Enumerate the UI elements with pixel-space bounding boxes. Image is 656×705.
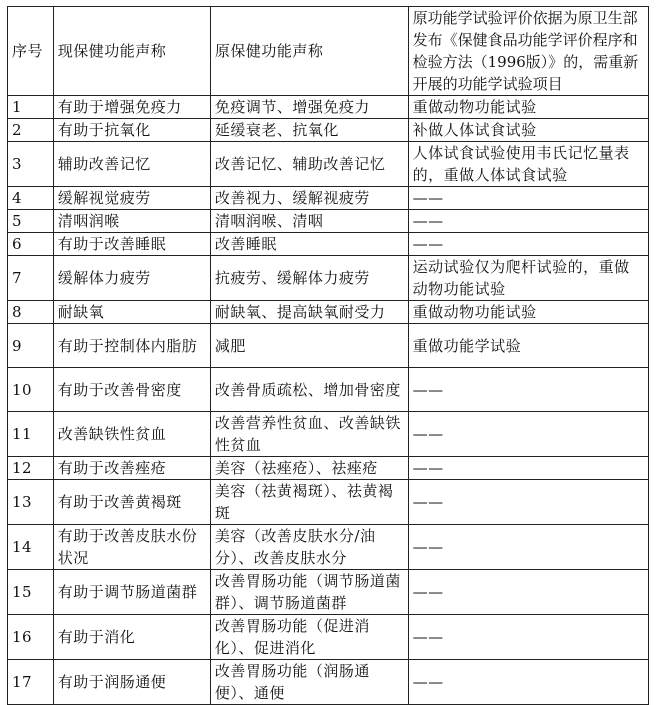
cell-test-items: —— — [408, 480, 648, 525]
table-row — [8, 570, 649, 615]
cell-test-items: —— — [408, 570, 648, 615]
cell-no: 8 — [8, 301, 54, 324]
table-row — [8, 142, 649, 187]
table-row — [8, 233, 649, 256]
cell-no: 12 — [8, 457, 54, 480]
table-row — [8, 96, 649, 119]
cell-current-claim: 有助于改善睡眠 — [53, 233, 210, 256]
cell-original-claim: 清咽润喉、清咽 — [210, 210, 408, 233]
header-required-tests: 原功能学试验评价依据为原卫生部发布《保健食品功能学评价程序和检验方法（1996版）》的，需重新开展的功能学试验项目 — [408, 7, 648, 96]
cell-no: 9 — [8, 324, 54, 368]
table-row — [8, 324, 649, 368]
cell-current-claim: 有助于改善骨密度 — [53, 368, 210, 412]
cell-original-claim: 减肥 — [210, 324, 408, 368]
table-row — [8, 457, 649, 480]
header-original-claim: 原保健功能声称 — [210, 7, 408, 96]
cell-no: 16 — [8, 615, 54, 660]
cell-original-claim: 免疫调节、增强免疫力 — [210, 96, 408, 119]
table-row — [8, 187, 649, 210]
cell-test-items: 重做动物功能试验 — [408, 301, 648, 324]
cell-test-items: —— — [408, 233, 648, 256]
cell-original-claim: 美容（改善皮肤水分/油分）、改善皮肤水分 — [210, 525, 408, 570]
table-header-row — [8, 7, 649, 96]
cell-current-claim: 有助于增强免疫力 — [53, 96, 210, 119]
cell-original-claim: 改善视力、缓解视疲劳 — [210, 187, 408, 210]
cell-current-claim: 清咽润喉 — [53, 210, 210, 233]
cell-no: 15 — [8, 570, 54, 615]
cell-current-claim: 有助于改善皮肤水份状况 — [53, 525, 210, 570]
table-row — [8, 368, 649, 412]
cell-current-claim: 耐缺氧 — [53, 301, 210, 324]
cell-no: 17 — [8, 660, 54, 705]
cell-test-items: 重做动物功能试验 — [408, 96, 648, 119]
cell-test-items: 重做功能学试验 — [408, 324, 648, 368]
cell-original-claim: 改善骨质疏松、增加骨密度 — [210, 368, 408, 412]
cell-original-claim: 美容（祛黄褐斑）、祛黄褐斑 — [210, 480, 408, 525]
cell-current-claim: 改善缺铁性贫血 — [53, 412, 210, 457]
table-row — [8, 119, 649, 142]
cell-test-items: —— — [408, 187, 648, 210]
table-row — [8, 412, 649, 457]
cell-original-claim: 美容（祛痤疮）、祛痤疮 — [210, 457, 408, 480]
cell-no: 5 — [8, 210, 54, 233]
cell-current-claim: 缓解视觉疲劳 — [53, 187, 210, 210]
cell-no: 10 — [8, 368, 54, 412]
cell-current-claim: 有助于控制体内脂肪 — [53, 324, 210, 368]
table-row — [8, 256, 649, 301]
table-row — [8, 210, 649, 233]
cell-original-claim: 抗疲劳、缓解体力疲劳 — [210, 256, 408, 301]
cell-test-items: 运动试验仅为爬杆试验的，重做动物功能试验 — [408, 256, 648, 301]
cell-no: 2 — [8, 119, 54, 142]
cell-original-claim: 改善营养性贫血、改善缺铁性贫血 — [210, 412, 408, 457]
cell-test-items: —— — [408, 412, 648, 457]
cell-original-claim: 改善胃肠功能（调节肠道菌群）、调节肠道菌群 — [210, 570, 408, 615]
header-current-claim: 现保健功能声称 — [53, 7, 210, 96]
cell-test-items: 人体试食试验使用韦氏记忆量表的，重做人体试食试验 — [408, 142, 648, 187]
cell-no: 11 — [8, 412, 54, 457]
cell-test-items: —— — [408, 457, 648, 480]
cell-current-claim: 辅助改善记忆 — [53, 142, 210, 187]
cell-original-claim: 改善记忆、辅助改善记忆 — [210, 142, 408, 187]
health-function-claims-table — [7, 6, 649, 705]
cell-original-claim: 改善睡眠 — [210, 233, 408, 256]
cell-current-claim: 有助于消化 — [53, 615, 210, 660]
cell-current-claim: 缓解体力疲劳 — [53, 256, 210, 301]
cell-test-items: 补做人体试食试验 — [408, 119, 648, 142]
cell-no: 6 — [8, 233, 54, 256]
cell-test-items: —— — [408, 368, 648, 412]
table-row — [8, 301, 649, 324]
cell-no: 4 — [8, 187, 54, 210]
cell-no: 1 — [8, 96, 54, 119]
cell-original-claim: 改善胃肠功能（润肠通便）、通便 — [210, 660, 408, 705]
cell-current-claim: 有助于改善黄褐斑 — [53, 480, 210, 525]
cell-no: 14 — [8, 525, 54, 570]
cell-current-claim: 有助于润肠通便 — [53, 660, 210, 705]
cell-original-claim: 改善胃肠功能（促进消化）、促进消化 — [210, 615, 408, 660]
cell-no: 13 — [8, 480, 54, 525]
cell-test-items: —— — [408, 660, 648, 705]
table-row — [8, 480, 649, 525]
cell-original-claim: 耐缺氧、提高缺氧耐受力 — [210, 301, 408, 324]
header-serial-no: 序号 — [8, 7, 54, 96]
cell-current-claim: 有助于改善痤疮 — [53, 457, 210, 480]
cell-test-items: —— — [408, 210, 648, 233]
table-row — [8, 660, 649, 705]
cell-original-claim: 延缓衰老、抗氧化 — [210, 119, 408, 142]
cell-no: 7 — [8, 256, 54, 301]
cell-current-claim: 有助于抗氧化 — [53, 119, 210, 142]
table-row — [8, 615, 649, 660]
cell-test-items: —— — [408, 525, 648, 570]
cell-test-items: —— — [408, 615, 648, 660]
table-row — [8, 525, 649, 570]
cell-current-claim: 有助于调节肠道菌群 — [53, 570, 210, 615]
cell-no: 3 — [8, 142, 54, 187]
